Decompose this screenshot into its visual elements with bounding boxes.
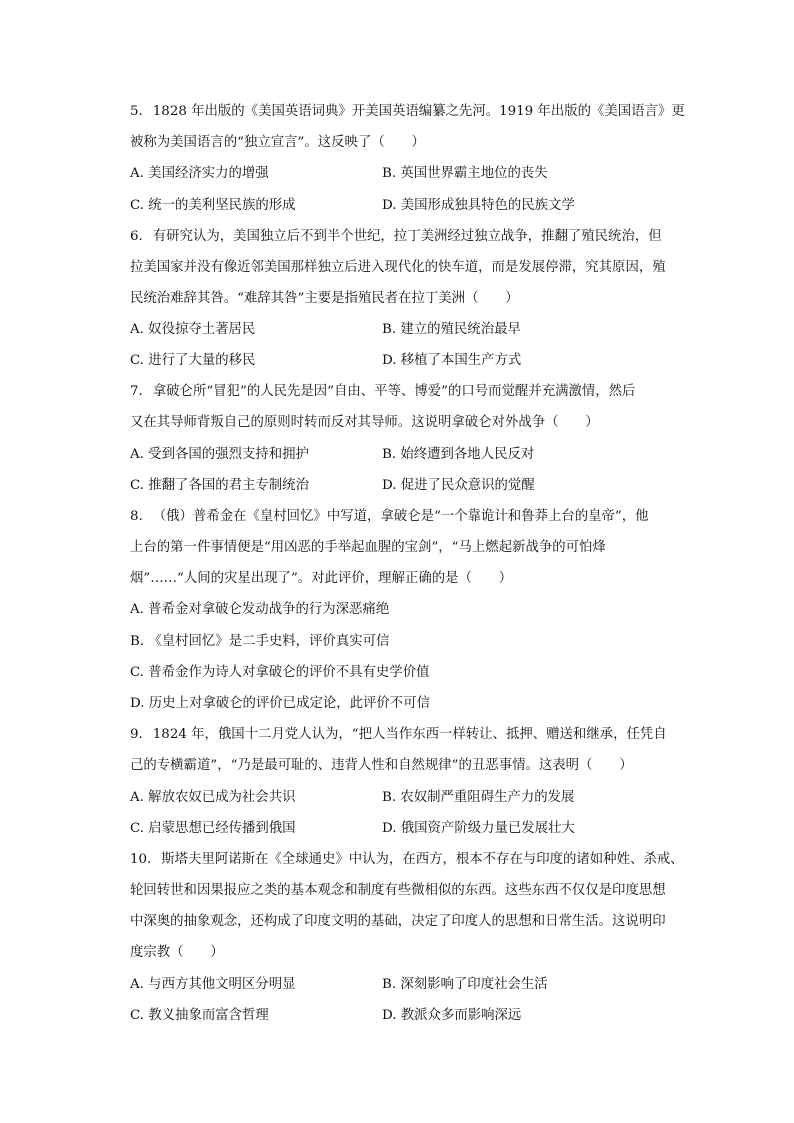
question-10-line-3: 中深奥的抽象观念，还构成了印度文明的基础，决定了印度人的思想和日常生活。这说明印 xyxy=(130,914,666,929)
question-6-option-b[interactable]: B. 建立的殖民统治最早 xyxy=(382,322,521,337)
question-9-option-c[interactable]: C. 启蒙思想已经传播到俄国 xyxy=(130,821,296,836)
question-9-text-1: 1824 年，俄国十二月党人认为，“把人当作东西一样转让、抵押、赠送和继承，任凭自 xyxy=(152,727,667,742)
question-5-line-2: 被称为美国语言的“独立宣言”。这反映了（ ） xyxy=(130,135,425,150)
question-5-line-1 xyxy=(130,102,705,122)
question-6-number: 6. xyxy=(130,229,143,244)
question-8-option-d[interactable]: D. 历史上对拿破仑的评价已成定论，此评价不可信 xyxy=(130,696,430,711)
question-8-option-c[interactable]: C. 普希金作为诗人对拿破仑的评价不具有史学价值 xyxy=(130,665,430,680)
question-6-text-1: 有研究认为，美国独立后不到半个世纪，拉丁美洲经过独立战争，推翻了殖民统治，但 xyxy=(152,229,662,244)
question-8-number: 8. xyxy=(130,509,143,524)
question-5-number: 5. xyxy=(130,104,143,119)
question-10-line-1 xyxy=(130,850,705,870)
question-5-option-b[interactable]: B. 英国世界霸主地位的丧失 xyxy=(382,166,548,181)
question-10-number: 10. xyxy=(130,852,152,867)
question-5-text-1: 1828 年出版的《美国英语词典》开美国英语编纂之先河。1919 年出版的《美国语言》更 xyxy=(152,104,685,119)
question-7-option-d[interactable]: D. 促进了民众意识的觉醒 xyxy=(382,478,535,493)
question-8-text-1: （俄）普希金在《皇村回忆》中写道，拿破仑是“一个靠诡计和鲁莽上台的皇帝”，他 xyxy=(152,509,649,524)
question-9-number: 9. xyxy=(130,727,143,742)
question-6-option-c[interactable]: C. 进行了大量的移民 xyxy=(130,353,256,368)
question-6-option-a[interactable]: A. 奴役掠夺土著居民 xyxy=(130,322,256,337)
question-7-option-c[interactable]: C. 推翻了各国的君主专制统治 xyxy=(130,478,309,493)
question-10-option-d[interactable]: D. 教派众多而影响深远 xyxy=(382,1008,522,1023)
question-7-option-b[interactable]: B. 始终遭到各地人民反对 xyxy=(382,447,535,462)
question-9-line-2: 己的专横霸道”，“乃是最可耻的、违背人性和自然规律”的丑恶事情。这表明（ ） xyxy=(130,758,633,773)
question-6-line-2: 拉美国家并没有像近邻美国那样独立后进入现代化的快车道，而是发展停滞，究其原因，殖 xyxy=(130,260,666,275)
question-10-line-4: 度宗教（ ） xyxy=(130,945,224,960)
question-10-line-2: 轮回转世和因果报应之类的基本观念和制度有些微相似的东西。这些东西不仅仅是印度思想 xyxy=(130,883,666,898)
question-5-option-c[interactable]: C. 统一的美利坚民族的形成 xyxy=(130,198,296,213)
question-7-number: 7. xyxy=(130,384,143,399)
question-6-option-d[interactable]: D. 移植了本国生产方式 xyxy=(382,353,522,368)
question-7-text-1: 拿破仑所“冒犯”的人民先是因“自由、平等、博爱”的口号而觉醒并充满激情，然后 xyxy=(152,384,636,399)
question-8-line-1 xyxy=(130,507,705,527)
question-9-line-1 xyxy=(130,725,705,745)
question-8-option-b[interactable]: B. 《皇村回忆》是二手史料，评价真实可信 xyxy=(130,634,390,649)
question-5-option-d[interactable]: D. 美国形成独具特色的民族文学 xyxy=(382,198,575,213)
question-5-option-a[interactable]: A. 美国经济实力的增强 xyxy=(130,166,269,181)
question-10-option-b[interactable]: B. 深刻影响了印度社会生活 xyxy=(382,977,548,992)
question-8-option-a[interactable]: A. 普希金对拿破仑发动战争的行为深恶痛绝 xyxy=(130,602,390,617)
question-10-option-a[interactable]: A. 与西方其他文明区分明显 xyxy=(130,977,296,992)
question-9-option-d[interactable]: D. 俄国资产阶级力量已发展壮大 xyxy=(382,821,575,836)
question-9-option-b[interactable]: B. 农奴制严重阻碍生产力的发展 xyxy=(382,790,575,805)
question-7-line-1 xyxy=(130,382,705,402)
question-10-text-1: 斯塔夫里阿诺斯在《全球通史》中认为，在西方，根本不存在与印度的诸如种姓、杀戒、 xyxy=(161,852,684,867)
question-7-option-a[interactable]: A. 受到各国的强烈支持和拥护 xyxy=(130,447,309,462)
question-6-line-1 xyxy=(130,227,705,247)
question-8-line-3: 烟”……“人间的灾星出现了”。对此评价，理解正确的是（ ） xyxy=(130,571,513,586)
question-10-option-c[interactable]: C. 教义抽象而富含哲理 xyxy=(130,1008,269,1023)
question-6-line-3: 民统治难辞其咎。“难辞其咎”主要是指殖民者在拉丁美洲（ ） xyxy=(130,291,519,306)
question-7-line-2: 又在其导师背叛自己的原则时转而反对其导师。这说明拿破仑对外战争（ ） xyxy=(130,415,599,430)
question-9-option-a[interactable]: A. 解放农奴已成为社会共识 xyxy=(130,790,296,805)
question-8-line-2: 上台的第一件事情便是“用凶恶的手举起血腥的宝剑”，“马上燃起新战争的可怕烽 xyxy=(130,540,606,555)
